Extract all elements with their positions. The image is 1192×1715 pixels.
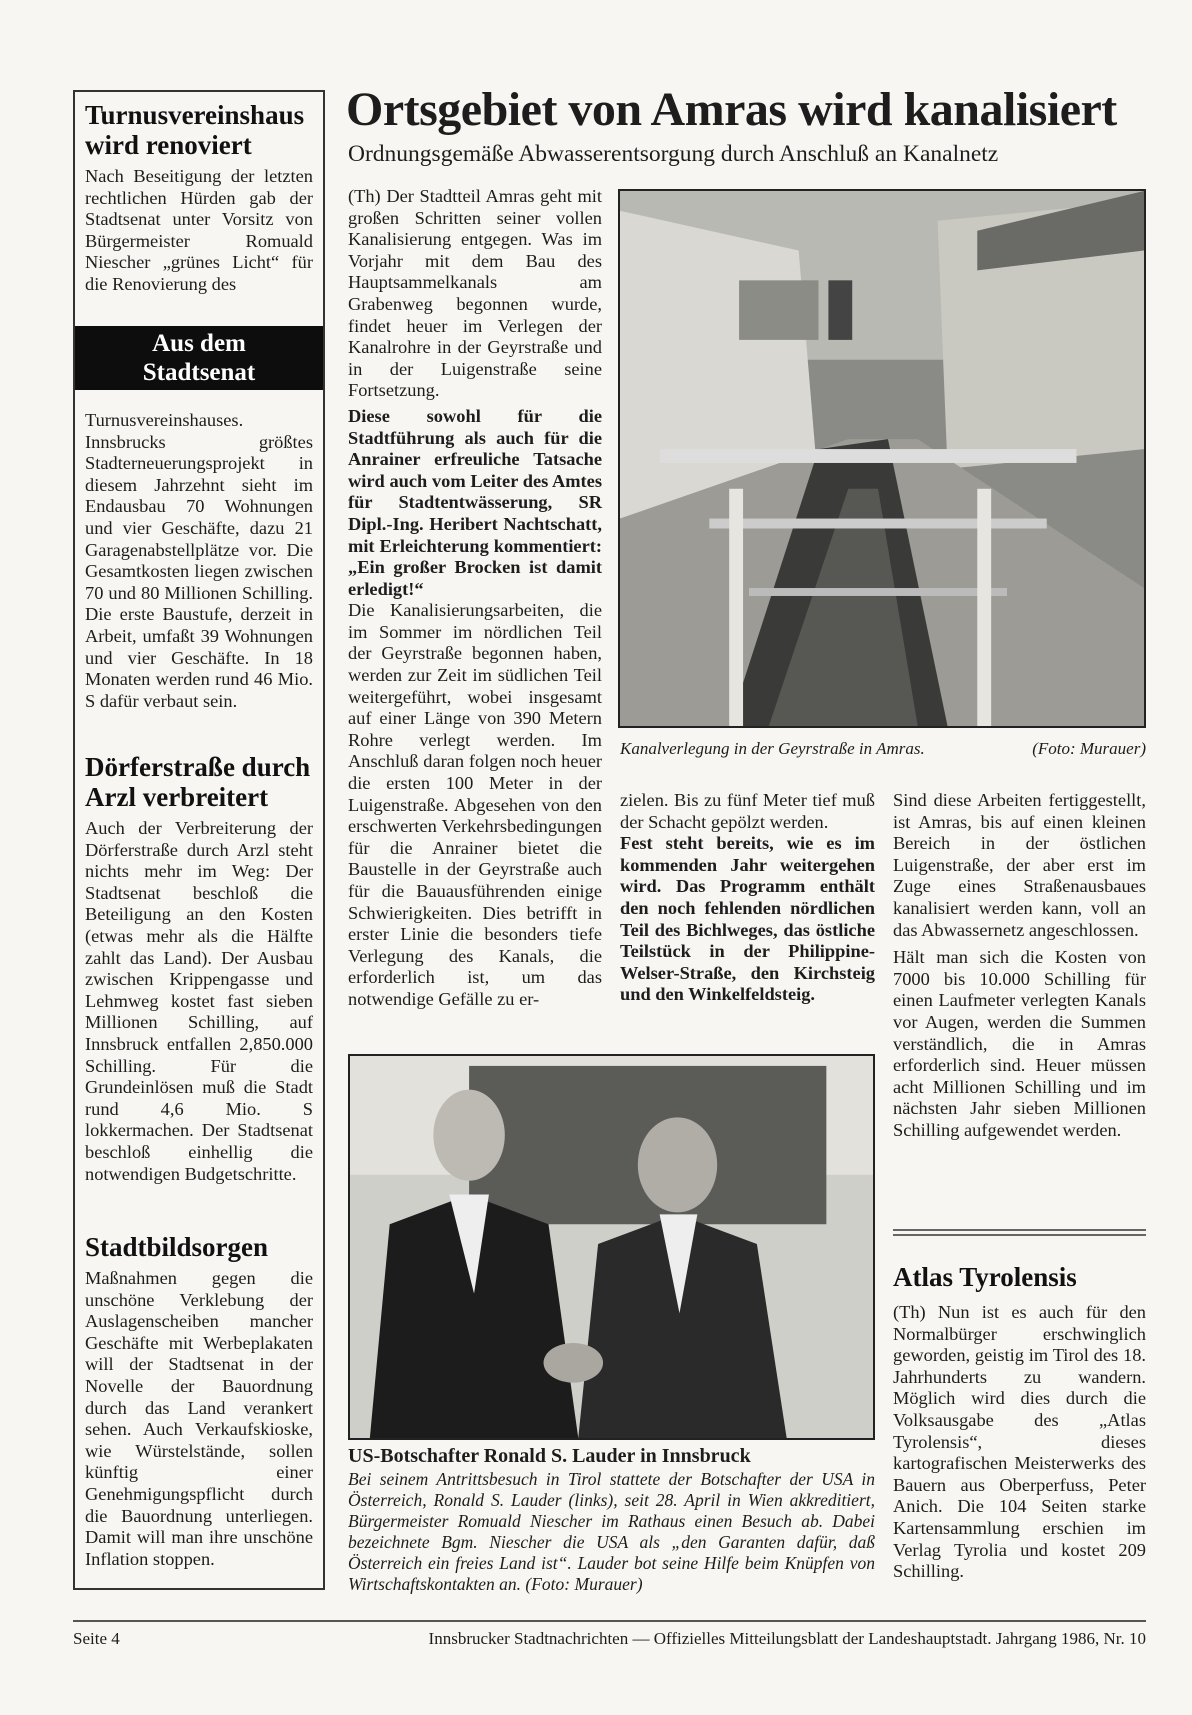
paragraph-bold: Fest steht bereits, wie es im kommenden Jahr weitergehen wird. Das Programm enthält den noch fehlenden nördlichen Teil des Bichlweges, das östliche Teilstück in der Philippine-Welser-Straße, den Kirchsteig und den Winkelfeldsteig. [620, 833, 875, 1005]
page-number: Seite 4 [73, 1629, 120, 1648]
photo-caption-title: US-Botschafter Ronald S. Lauder in Innsbruck [348, 1445, 751, 1467]
article-title: Dörferstraße durch Arzl verbreitert [85, 752, 311, 812]
article-doerferstrasse [85, 752, 313, 1185]
section-banner [75, 326, 323, 390]
main-subheadline: Ordnungsgemäße Abwasserentsorgung durch Anschluß an Kanalnetz [348, 141, 999, 167]
photo-caption [620, 738, 1146, 759]
article-text: Auch der Verbreiterung der Dörferstraße durch Arzl steht nichts mehr im Weg: Der Stadtsenat beschloß die Beteiligung an den Kosten (etwas mehr als die Hälfte zahlt das Land). Der Ausbau zwischen Krippengasse und Lehmweg kostet fast sieben Millionen Schilling, auf Innsbruck entfallen 2,850.000 Schilling. Für die Grundeinlösen muß die Stadt rund 4,6 Mio. S lokkermachen. Der Stadtsenat beschloß einhellig die notwendigen Budgetschritte. [85, 818, 313, 1184]
section-banner-line: Stadtsenat [142, 359, 256, 386]
paragraph: (Th) Der Stadtteil Amras geht mit großen Schritten seiner vollen Kanalisierung entgegen. Was im Vorjahr mit dem Bau des Hauptsammelkanals am Grabenweg begonnen wurde, findet heuer im Verlegen der Kanalrohre in der Geyrstraße und in der Luigenstraße seine Fortsetzung. [348, 186, 602, 401]
handshake-image [350, 1056, 873, 1438]
paragraph: Die Kanalisierungsarbeiten, die im Sommer im nördlichen Teil der Geyrstraße begonnen haben, werden zur Zeit im südlichen Teil weitergeführt, wobei insgesamt auf einer Länge von 390 Metern Rohre verlegt werden. Im Anschluß daran folgen noch heuer die ersten 100 Meter in der Luigenstraße. Abgesehen von den erschwerten Verkehrsbedingungen für die Anrainer bietet die Baustelle in der Geyrstraße auch für die Bauausführenden einige Schwierigkeiten. Dies betrifft in erster Linie die besonders tiefe Verlegung des Kanals, die erforderlich ist, um das notwendige Gefälle zu er- [348, 600, 602, 1009]
paragraph: zielen. Bis zu fünf Meter tief muß der Schacht gepölzt werden. [620, 790, 875, 832]
article-text: Nach Beseitigung der letzten rechtlichen Hürden gab der Stadtsenat unter Vorsitz von Bürgermeister Romuald Niescher „grünes Licht“ für die Renovierung des [85, 166, 313, 294]
main-article-column-1 [348, 186, 602, 1011]
article-stadtbildsorgen [85, 1232, 313, 1570]
article-text: (Th) Nun ist es auch für den Normalbürger erschwinglich geworden, geistig im Tirol des 18. Jahrhunderts zu wandern. Möglich wird dies durch die Volksausgabe des „Atlas Tyrolensis“, dieses kartografischen Meisterwerks des Bauern aus Oberperfuss, Peter Anich. Die 104 Seiten starke Kartensammlung erschien im Verlag Tyrolia und kostet 209 Schilling. [893, 1302, 1146, 1582]
paragraph: Sind diese Arbeiten fertiggestellt, ist Amras, bis auf einen kleinen Bereich in der östlichen Luigenstraße, der aber erst im Zuge eines Straßenausbaues kanalisiert werden kann, voll an das Abwassernetz angeschlossen. [893, 790, 1146, 940]
article-text-continued: Turnusvereinshauses. Innsbrucks größtes Stadterneuerungsprojekt in diesem Jahrzehnt sieht im Endausbau 70 Wohnungen und vier Geschäfte, dazu 21 Garagenabstellplätze vor. Die Gesamtkosten liegen zwischen 70 und 80 Millionen Schilling. Die erste Baustufe, derzeit in Arbeit, umfaßt 39 Wohnungen und vier Geschäfte. In 18 Monaten werden rund 46 Mio. S dafür verbaut sein. [85, 410, 313, 711]
paragraph: Hält man sich die Kosten von 7000 bis 10.000 Schilling für einen Laufmeter verlegten Kanals vor Augen, werden die Summen verständlich, die in Amras erforderlich sind. Heuer müssen acht Millionen Schilling und im nächsten Jahr sieben Millionen Schilling aufgewendet werden. [893, 947, 1146, 1140]
article-title: Turnusvereinshaus wird renoviert [85, 100, 305, 160]
article-title: Atlas Tyrolensis [893, 1262, 1077, 1292]
caption-text: Kanalverlegung in der Geyrstraße in Amras. [620, 739, 925, 758]
footer-rule [73, 1620, 1146, 1622]
article-turnusvereinshaus [85, 100, 313, 296]
trench-image [620, 191, 1144, 726]
article-atlas-tyrolensis [893, 1262, 1146, 1583]
photo-caption-block [348, 1444, 875, 1595]
page-footer [73, 1628, 1146, 1650]
main-article-column-2 [620, 790, 875, 1006]
construction-photo [618, 189, 1146, 728]
paragraph-bold: Diese sowohl für die Stadtführung als auch für die Anrainer erfreuliche Tatsache wird auch vom Leiter des Amtes für Stadtentwässerung, SR Dipl.-Ing. Heribert Nachtschatt, mit Erleichterung kommentiert: „Ein großer Brocken ist damit erledigt!“ [348, 405, 602, 599]
article-text: Maßnahmen gegen die unschöne Verklebung der Auslagenscheiben mancher Geschäfte mit Werbeplakaten will der Stadtsenat in der Novelle der Bauordnung durch das Land verankert sehen. Auch Verkaufskioske, wie Würstelstände, sollen künftig einer Genehmigungspflicht durch die Bauordnung unterliegen. Damit will man ihre unschöne Inflation stoppen. [85, 1268, 313, 1569]
photo-caption-text: Bei seinem Antrittsbesuch in Tirol stattete der Botschafter der USA in Österreich, Ronald S. Lauder (links), seit 28. April in Wien akkreditiert, Bürgermeister Romuald Niescher im Rathaus einen Besuch ab. Dabei bezeichnete Bgm. Niescher die USA als „den Garanten dafür, daß Österreich ein freies Land ist“. Lauder bot seine Hilfe beim Knüpfen von Wirtschaftskontakten an. (Foto: Murauer) [348, 1469, 875, 1594]
publication-info: Innsbrucker Stadtnachrichten — Offizielles Mitteilungsblatt der Landeshauptstadt. Jahrgang 1986, Nr. 10 [428, 1629, 1146, 1648]
photo-credit: (Foto: Murauer) [1032, 739, 1146, 758]
ambassador-photo [348, 1054, 875, 1440]
section-banner-line: Aus dem [152, 330, 246, 357]
section-divider [893, 1229, 1146, 1236]
aus-dem-stadtsenat-box [73, 90, 325, 1590]
article-title: Stadtbildsorgen [85, 1232, 269, 1262]
main-article-column-3 [893, 790, 1146, 1142]
main-headline: Ortsgebiet von Amras wird kanalisiert [346, 83, 1117, 136]
